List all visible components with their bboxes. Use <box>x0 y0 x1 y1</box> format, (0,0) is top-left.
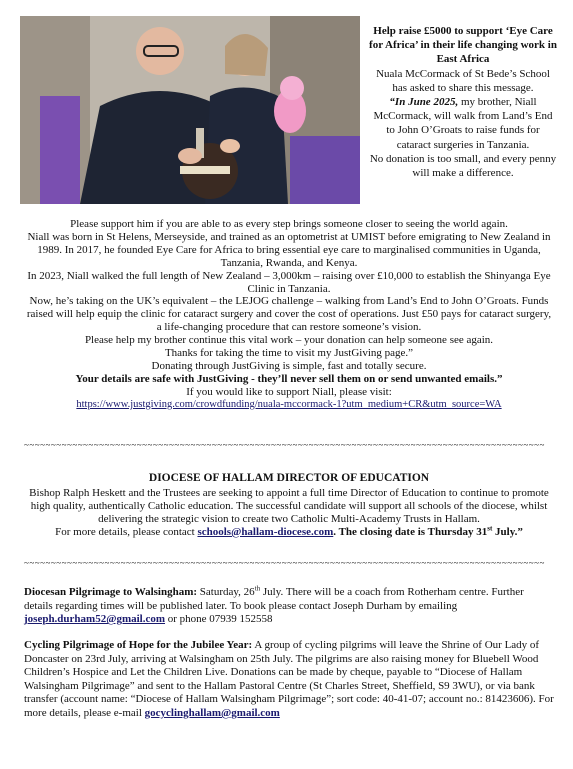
photo-illustration <box>20 16 360 204</box>
education-email[interactable]: schools@hallam-diocese.com <box>197 525 334 538</box>
support-line: If you would like to support Niall, please visit: <box>186 385 392 398</box>
appeal-body <box>24 218 554 412</box>
appeal-line: Niall was born in St Helens, Merseyside, and trained as an optometrist at UMIST before emigrating to New Zealand in 1989. In 2017, he founded Eye Care for Africa to bring essential eye care to marginalised communities in Uganda, Tanzania, Rwanda, and Kenya. <box>27 230 551 269</box>
education-contact <box>24 523 554 539</box>
education-closing <box>333 523 523 538</box>
appeal-lead-rest: my brother, Niall McCormack, will walk from Land’s End to John O’Groats to raise funds for cataract surgeries in Tanzania. <box>373 96 553 151</box>
appeal-closing: No donation is too small, and every penny will make a difference. <box>369 152 557 180</box>
divider: ~~~~~~~~~~~~~~~~~~~~~~~~~~~~~~~~~~~~~~~~~~~~~~~~~~~~~~~~~~~~~~~~~~~~~~~~~~~~~~~~~~~~~~~~~~~~~~~~~ <box>24 558 545 568</box>
appeal-line: Now, he’s taking on the UK’s equivalent – the LEJOG challenge – walking from Land’s End to John O’Groats. Funds raised will help equip the clinic for cataract surgery and cover the cost of operations. Just £50 pays for cataract surgery, a life-changing procedure that can restore someone’s vision. <box>26 295 552 334</box>
walsingham-text2: July. There will be a coach from Rotherham centre. Further details regarding times will be published later. To book please contact Joseph Durham by emailing <box>24 586 524 612</box>
education-title: DIOCESE OF HALLAM DIRECTOR OF EDUCATION <box>148 472 430 484</box>
closing-suffix: July.” <box>492 525 523 538</box>
appeal-line: Donating through JustGiving is simple, fast and totally secure. <box>151 359 427 372</box>
justgiving-link[interactable]: https://www.justgiving.com/crowdfunding/nuala-mccormack-1?utm_medium+CR&utm_source=WA <box>76 398 502 410</box>
appeal-lead-em: “In June 2025, <box>389 96 459 109</box>
walsingham-text1: Saturday, 26 <box>197 586 255 598</box>
appeal-line: In 2023, Niall walked the full length of New Zealand – 3,000km – raising over £10,000 to establish the Shinyanga Eye Clinic in Tanzania. <box>27 269 551 295</box>
walsingham-text3: or phone 07939 152558 <box>165 613 273 626</box>
appeal-heading: Help raise £5000 to support ‘Eye Care for Africa’ in their life changing work in East Africa <box>369 25 557 66</box>
appeal-sidebar <box>368 24 558 180</box>
education-contact-prefix: For more details, please contact <box>55 525 198 538</box>
cycling-section <box>24 639 554 721</box>
walsingham-email[interactable]: joseph.durham52@gmail.com <box>24 613 166 626</box>
walsingham-section <box>24 586 554 627</box>
appeal-line: Thanks for taking the time to visit my JustGiving page.” <box>164 347 414 360</box>
walsingham-title: Diocesan Pilgrimage to Walsingham: <box>24 586 198 598</box>
cycling-text: A group of cycling pilgrims will leave the Shrine of Our Lady of Doncaster on 23rd July, arriving at Walsingham on 25th July. The pilgrims are also raising money for Bluebell Wood Children’s Hospice and Let the Children Live. Donations can be made by cheque, payable to “Diocese of Hallam Walsingham Pilgrimage” and sent to the Hallam Pastoral Centre (St Charles Street, Sheffield, S9 3WU), or via bank transfer (account name: “Diocese of Hallam Walsingham Pilgrimage”; sort code: 40-41-07; account no.: 81423606). For more details, please e-mail <box>24 639 554 719</box>
eye-care-photo <box>20 16 360 204</box>
cycling-email[interactable]: gocyclinghallam@gmail.com <box>144 706 280 719</box>
education-body: Bishop Ralph Heskett and the Trustees are seeking to appoint a full time Director of Education to continue to promote high quality, authentically Catholic education. The successful candidate will support all schools of the diocese, whilst delivering the strategic vision to create two Catholic Multi-Academy Trusts in Hallam. <box>29 486 549 525</box>
appeal-line: Please support him if you are able to as every step brings someone closer to seeing the world again. <box>70 218 508 230</box>
divider: ~~~~~~~~~~~~~~~~~~~~~~~~~~~~~~~~~~~~~~~~~~~~~~~~~~~~~~~~~~~~~~~~~~~~~~~~~~~~~~~~~~~~~~~~~~~~~~~~~ <box>24 440 545 450</box>
appeal-intro: Nuala McCormack of St Bede’s School has asked to share this message. <box>376 67 550 94</box>
cycling-title: Cycling Pilgrimage of Hope for the Jubilee Year: <box>24 639 253 651</box>
education-section <box>24 472 554 539</box>
appeal-bold-line: Your details are safe with JustGiving - they’ll never sell them on or send unwanted emails.” <box>75 372 503 385</box>
appeal-line: Please help my brother continue this vital work – your donation can help someone see again. <box>84 334 494 347</box>
walsingham-sup: th <box>254 584 261 593</box>
closing-prefix: . The closing date is Thursday 31 <box>333 525 488 538</box>
appeal-lead <box>368 95 558 152</box>
closing-sup: st <box>487 523 493 532</box>
